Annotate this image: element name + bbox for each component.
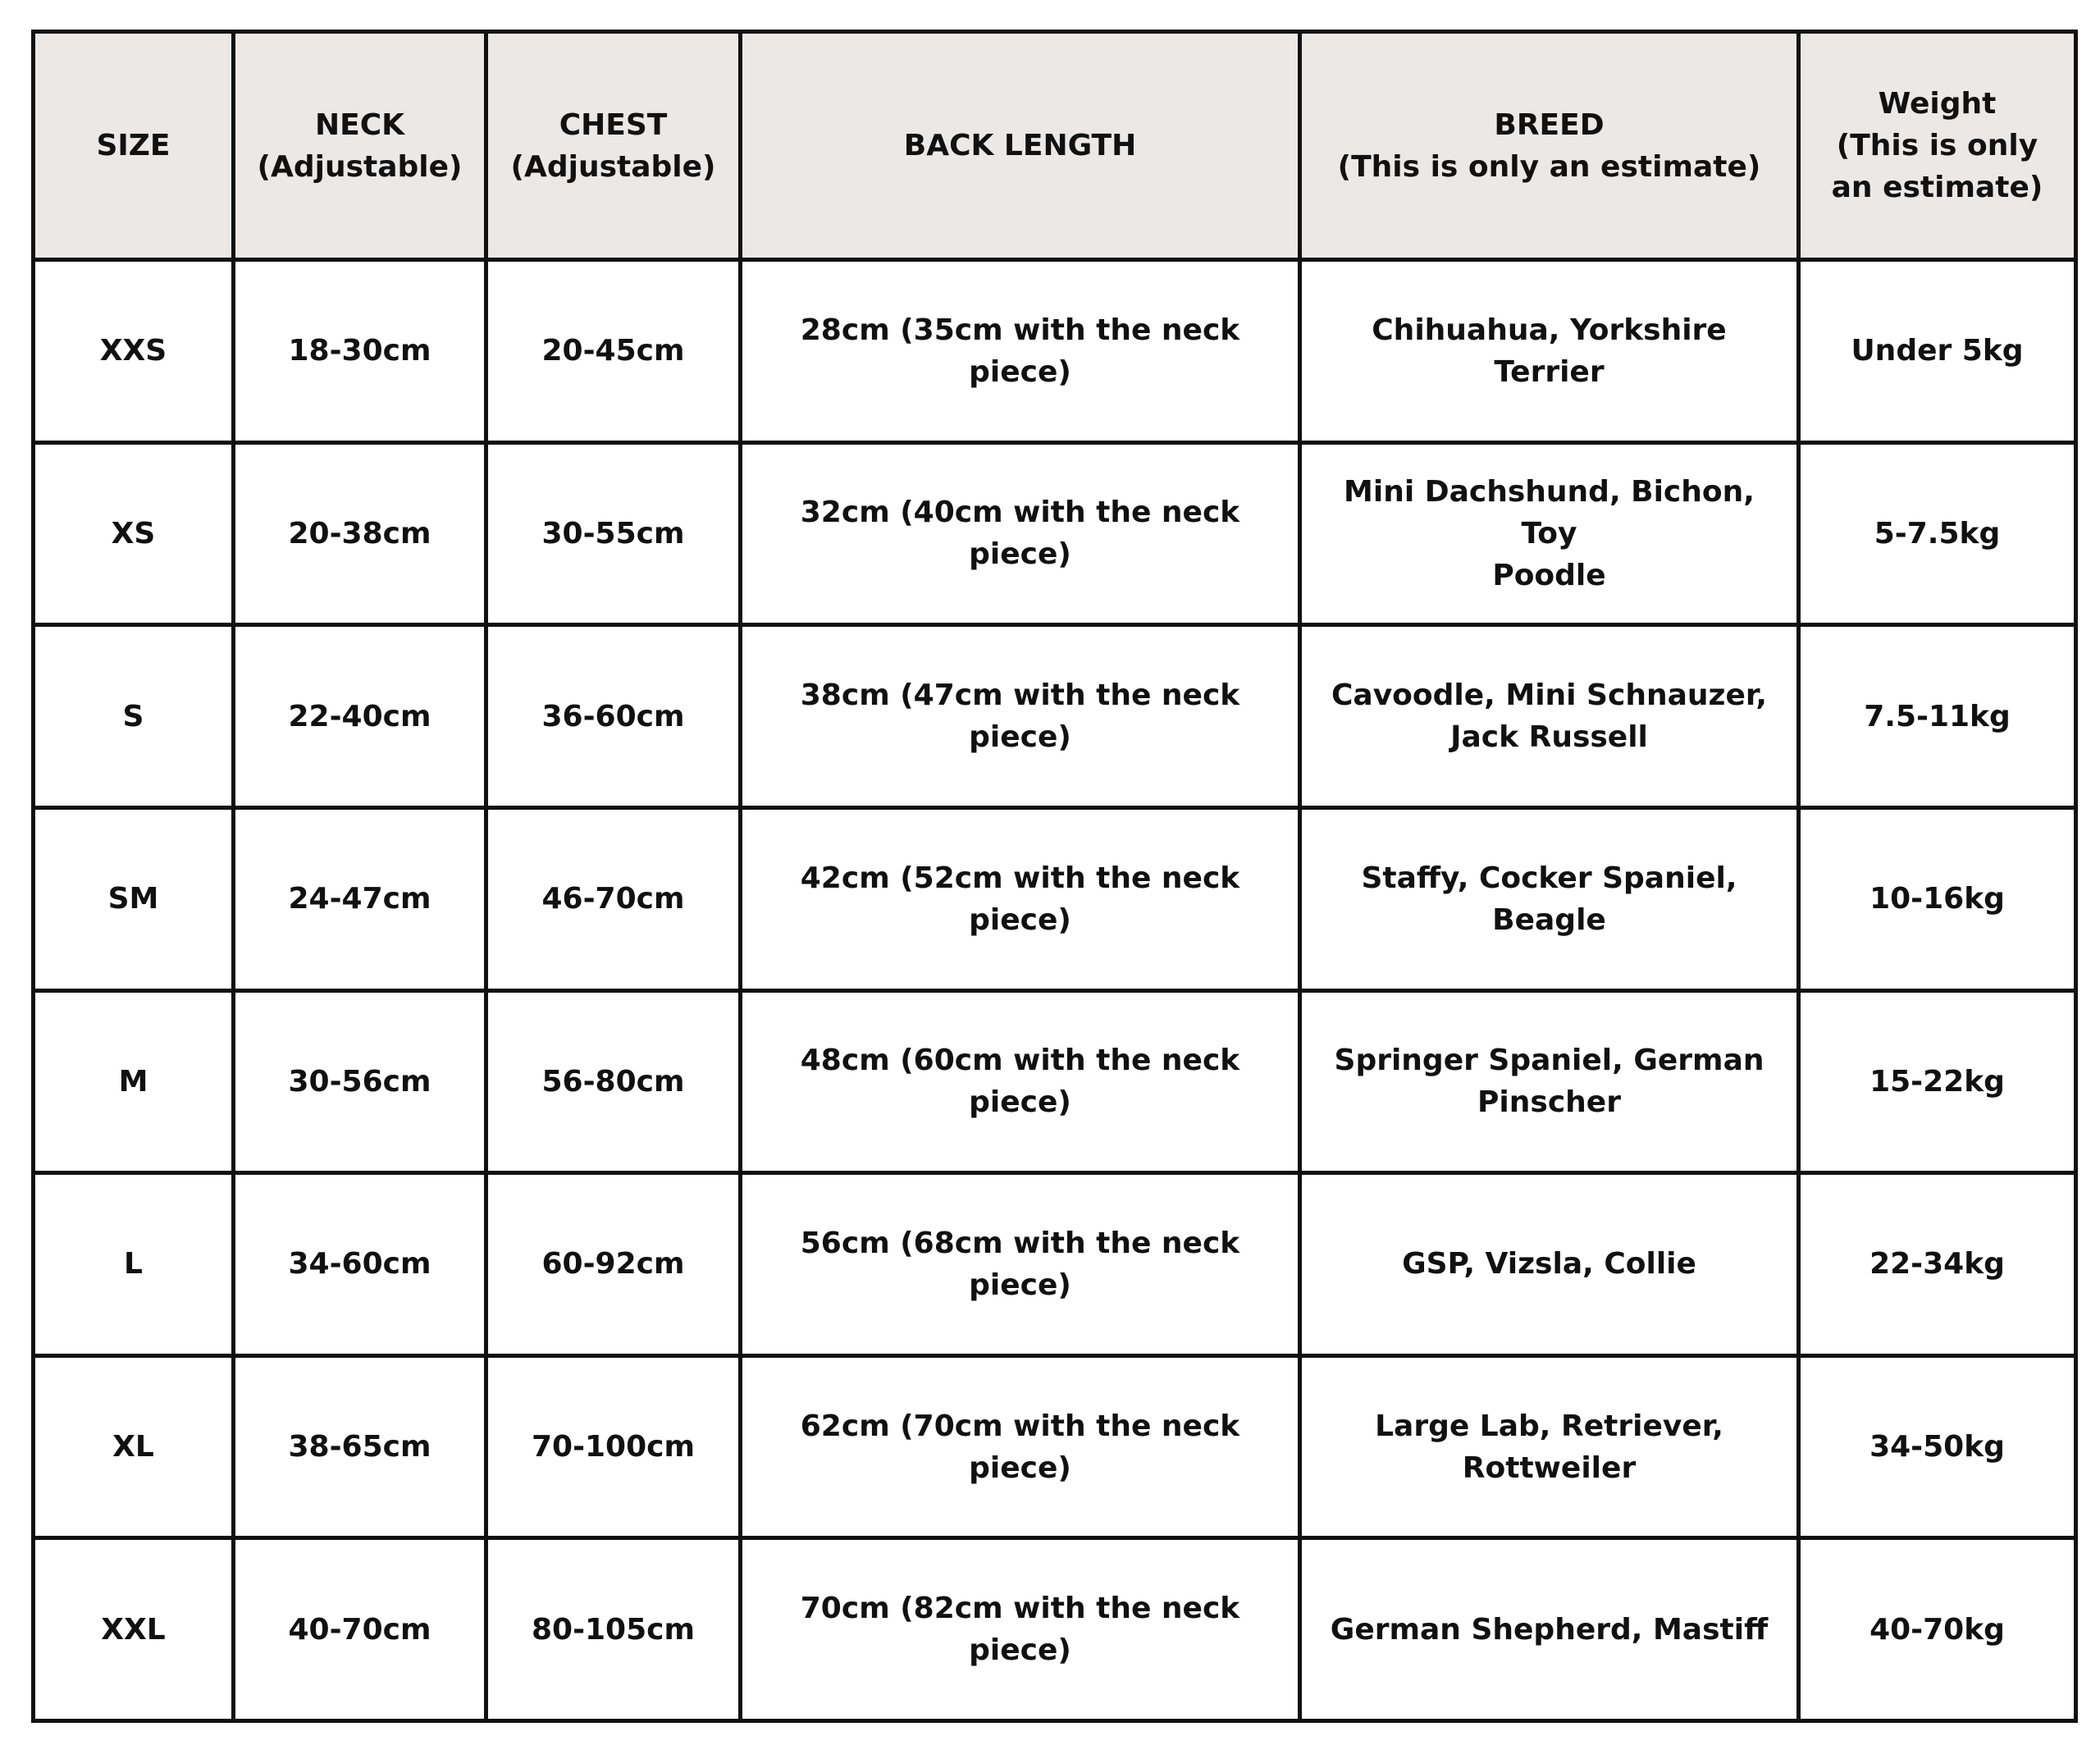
table-row [34, 625, 2076, 808]
table-body [34, 260, 2076, 1721]
cell-weight: 40-70kg [1799, 1538, 2076, 1721]
cell-breed: German Shepherd, Mastiff [1300, 1538, 1799, 1721]
header-back-length: BACK LENGTH [741, 32, 1300, 260]
cell-size: XXL [34, 1538, 234, 1721]
header-neck: NECK (Adjustable) [234, 32, 486, 260]
cell-size: S [34, 625, 234, 808]
cell-chest: 80-105cm [486, 1538, 741, 1721]
cell-back-length: 56cm (68cm with the neck piece) [741, 1173, 1300, 1356]
cell-chest: 60-92cm [486, 1173, 741, 1356]
cell-back-length: 62cm (70cm with the neck piece) [741, 1355, 1300, 1538]
cell-weight: 22-34kg [1799, 1173, 2076, 1356]
cell-size: SM [34, 807, 234, 990]
cell-back-length: 32cm (40cm with the neck piece) [741, 442, 1300, 625]
table-row [34, 260, 2076, 443]
cell-chest: 56-80cm [486, 990, 741, 1173]
cell-weight: 15-22kg [1799, 990, 2076, 1173]
cell-weight: 34-50kg [1799, 1355, 2076, 1538]
cell-chest: 36-60cm [486, 625, 741, 808]
cell-breed: Chihuahua, Yorkshire Terrier [1300, 260, 1799, 443]
cell-size: XS [34, 442, 234, 625]
cell-size: XXS [34, 260, 234, 443]
cell-neck: 30-56cm [234, 990, 486, 1173]
cell-back-length: 70cm (82cm with the neck piece) [741, 1538, 1300, 1721]
header-chest: CHEST (Adjustable) [486, 32, 741, 260]
table-row [34, 1173, 2076, 1356]
cell-chest: 30-55cm [486, 442, 741, 625]
cell-breed: GSP, Vizsla, Collie [1300, 1173, 1799, 1356]
table-row [34, 442, 2076, 625]
cell-breed: Mini Dachshund, Bichon, Toy Poodle [1300, 442, 1799, 625]
cell-weight: 7.5-11kg [1799, 625, 2076, 808]
cell-breed: Cavoodle, Mini Schnauzer, Jack Russell [1300, 625, 1799, 808]
cell-size: L [34, 1173, 234, 1356]
table-row [34, 807, 2076, 990]
cell-neck: 24-47cm [234, 807, 486, 990]
table-header [34, 32, 2076, 260]
cell-neck: 20-38cm [234, 442, 486, 625]
cell-chest: 20-45cm [486, 260, 741, 443]
cell-breed: Large Lab, Retriever, Rottweiler [1300, 1355, 1799, 1538]
cell-back-length: 48cm (60cm with the neck piece) [741, 990, 1300, 1173]
header-weight: Weight (This is only an estimate) [1799, 32, 2076, 260]
table-row [34, 1355, 2076, 1538]
cell-back-length: 38cm (47cm with the neck piece) [741, 625, 1300, 808]
cell-weight: Under 5kg [1799, 260, 2076, 443]
cell-neck: 22-40cm [234, 625, 486, 808]
cell-neck: 40-70cm [234, 1538, 486, 1721]
size-chart-table [31, 30, 2078, 1723]
cell-breed: Staffy, Cocker Spaniel, Beagle [1300, 807, 1799, 990]
cell-weight: 10-16kg [1799, 807, 2076, 990]
cell-chest: 70-100cm [486, 1355, 741, 1538]
cell-weight: 5-7.5kg [1799, 442, 2076, 625]
cell-neck: 34-60cm [234, 1173, 486, 1356]
table-row [34, 1538, 2076, 1721]
cell-breed: Springer Spaniel, German Pinscher [1300, 990, 1799, 1173]
cell-size: XL [34, 1355, 234, 1538]
cell-neck: 18-30cm [234, 260, 486, 443]
cell-chest: 46-70cm [486, 807, 741, 990]
table-row [34, 990, 2076, 1173]
cell-back-length: 42cm (52cm with the neck piece) [741, 807, 1300, 990]
header-size: SIZE [34, 32, 234, 260]
header-row [34, 32, 2076, 260]
header-breed: BREED (This is only an estimate) [1300, 32, 1799, 260]
cell-neck: 38-65cm [234, 1355, 486, 1538]
cell-size: M [34, 990, 234, 1173]
cell-back-length: 28cm (35cm with the neck piece) [741, 260, 1300, 443]
